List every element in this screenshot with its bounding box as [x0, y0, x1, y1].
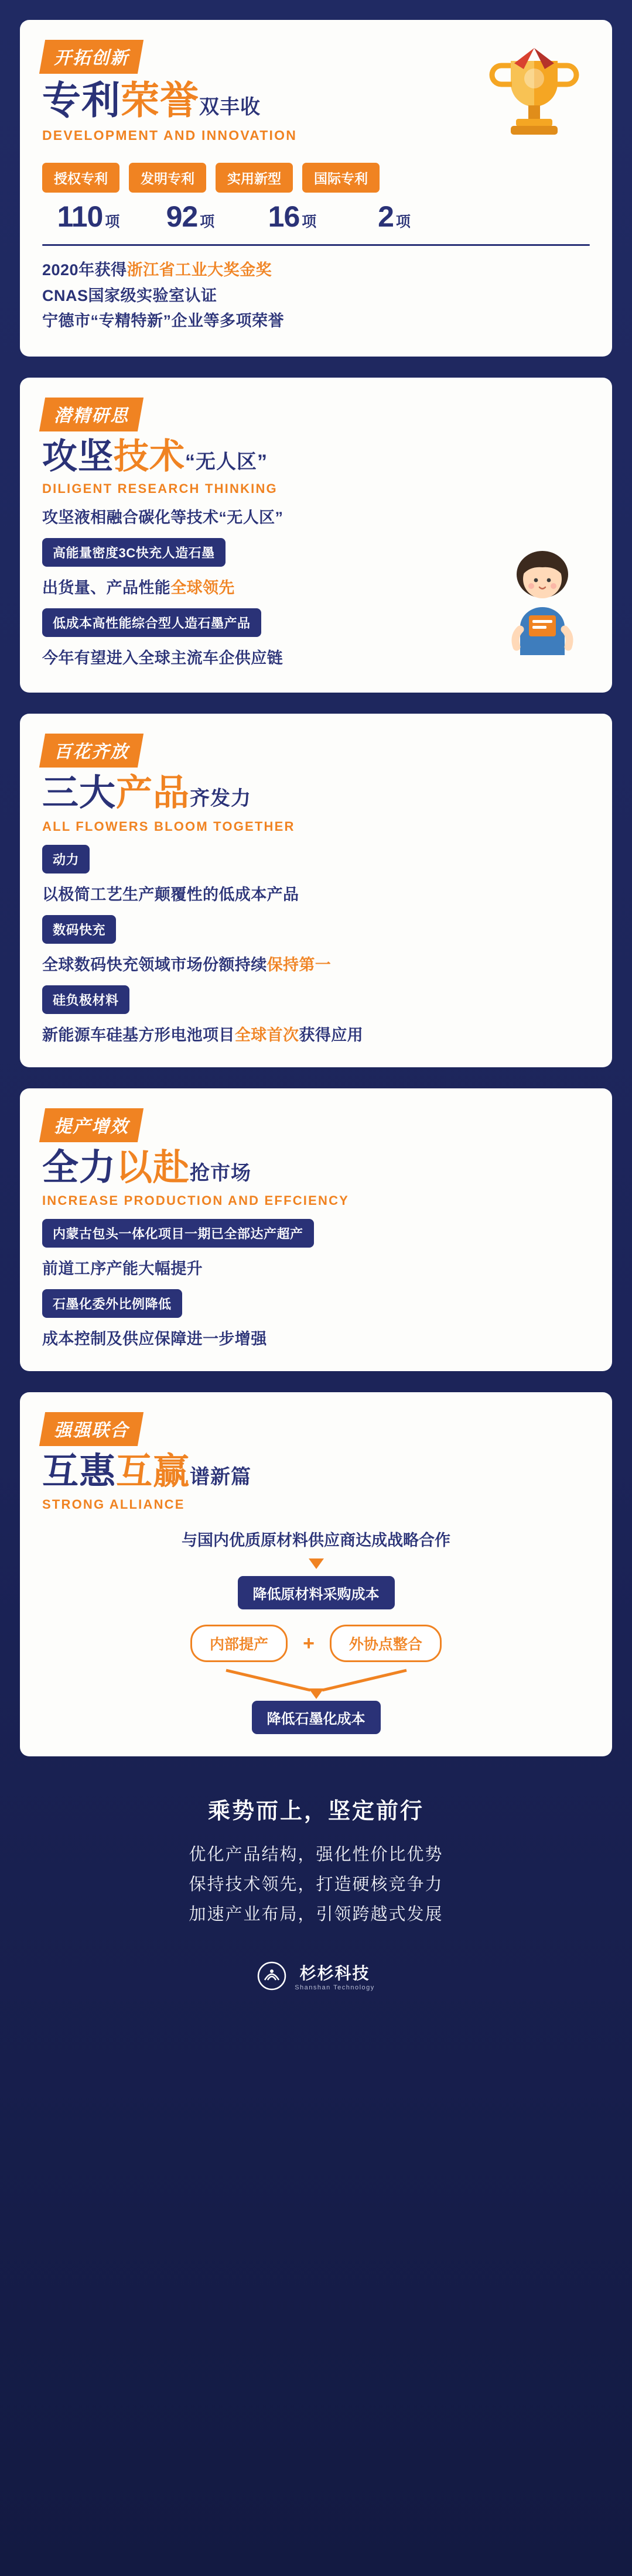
patent-value-1: 92 — [166, 200, 198, 233]
tech-line-2-highlight: 全球领先 — [170, 579, 235, 597]
footer-line-1: 保持技术领先，打造硬核竞争力 — [189, 1875, 443, 1894]
card5-ribbon-text: 强强联合 — [54, 1420, 129, 1440]
tech-line-2-pre: 出货量、产品性能 — [42, 579, 171, 597]
card1-heading-part2: 荣誉 — [121, 78, 199, 122]
card3-heading-part3: 齐发力 — [190, 787, 252, 810]
patent-label-row — [42, 163, 590, 193]
card-products — [20, 714, 612, 1067]
card2-ribbon-text: 潜精研思 — [54, 406, 129, 426]
patent-stat-0 — [42, 200, 135, 234]
alliance-node-internal: 内部提产 — [190, 1625, 288, 1662]
arrow-down-icon-1 — [309, 1558, 324, 1569]
product-line-2-pre: 新能源车硅基方形电池项目 — [42, 1026, 235, 1044]
honor-line-0-highlight: 浙江省工业大奖金奖 — [127, 261, 272, 279]
card5-ribbon — [39, 1412, 144, 1446]
card3-subtitle-en: ALL FLOWERS BLOOM TOGETHER — [42, 818, 295, 834]
card3-heading-part2: 产品 — [116, 773, 190, 814]
card3-heading — [42, 772, 590, 814]
product-line-0-text: 以极简工艺生产颠覆性的低成本产品 — [42, 885, 299, 903]
production-tag-1: 石墨化委外比例降低 — [42, 1289, 182, 1318]
product-line-2 — [42, 1022, 590, 1045]
patent-value-3: 2 — [378, 200, 394, 233]
plus-icon: + — [303, 1632, 315, 1654]
card1-ribbon-text: 开拓创新 — [54, 49, 129, 68]
patent-stat-2 — [246, 200, 339, 234]
footer-line-0: 优化产品结构，强化性价比优势 — [189, 1845, 443, 1865]
patent-stat-1 — [144, 200, 237, 234]
tech-line-0 — [42, 505, 590, 527]
card-technology — [20, 378, 612, 693]
honor-line-2 — [42, 309, 590, 334]
logo-row — [257, 1961, 375, 1991]
card1-title-left — [42, 40, 297, 143]
patent-value-0: 110 — [57, 200, 103, 233]
card4-heading-part1: 全力 — [42, 1147, 117, 1188]
honor-line-1 — [42, 283, 590, 309]
production-line-1 — [42, 1326, 590, 1349]
patent-pill-2: 实用新型 — [216, 163, 293, 193]
card4-heading — [42, 1147, 590, 1188]
card2-heading-part3: “无人区” — [185, 451, 268, 474]
card3-heading-part1: 三大 — [42, 773, 117, 814]
footer-section — [20, 1777, 612, 2019]
footer-line-2: 加速产业布局，引领跨越式发展 — [189, 1904, 443, 1924]
card-production — [20, 1088, 612, 1371]
product-line-1 — [42, 952, 590, 975]
tech-tag-3: 低成本高性能综合型人造石墨产品 — [42, 608, 261, 637]
patent-unit-0: 项 — [105, 214, 120, 230]
logo-name-en: Shanshan Technology — [295, 1984, 375, 1992]
card5-heading — [42, 1451, 590, 1492]
converging-arrows-icon — [217, 1667, 416, 1701]
product-line-0 — [42, 882, 590, 905]
card4-heading-part2: 以赴 — [116, 1147, 190, 1188]
card1-heading-part3: 双丰收 — [199, 96, 261, 118]
patent-unit-3: 项 — [395, 214, 411, 230]
card5-heading-part2: 互赢 — [116, 1451, 190, 1492]
card1-heading-part1: 专利 — [42, 78, 121, 122]
card1-title-row — [42, 40, 590, 148]
honor-line-0 — [42, 258, 590, 283]
card2-heading-part2: 技术 — [114, 437, 185, 477]
patent-pill-0: 授权专利 — [42, 163, 119, 193]
alliance-two-node-row — [42, 1625, 590, 1662]
alliance-statement: 与国内优质原材料供应商达成战略合作 — [182, 1532, 450, 1550]
patent-unit-1: 项 — [200, 214, 215, 230]
logo-name-cn: 杉杉科技 — [299, 1964, 370, 1983]
production-tag-0: 内蒙古包头一体化项目一期已全部达产超产 — [42, 1219, 314, 1248]
card4-ribbon-text: 提产增效 — [54, 1116, 129, 1136]
product-line-1-pre: 全球数码快充领域市场份额持续 — [42, 955, 267, 974]
card1-divider — [42, 244, 590, 246]
alliance-node-external: 外协点整合 — [330, 1625, 442, 1662]
card2-ribbon — [39, 398, 144, 431]
logo-text-block — [295, 1961, 375, 1991]
card-alliance — [20, 1392, 612, 1756]
card4-ribbon — [39, 1108, 144, 1142]
product-line-2-highlight: 全球首次 — [234, 1026, 299, 1044]
card2-heading-part1: 攻坚 — [42, 437, 114, 477]
tech-line-0-text: 攻坚液相融合碳化等技术“无人区” — [42, 509, 283, 527]
card3-ribbon-text: 百花齐放 — [54, 742, 129, 762]
tech-line-4 — [42, 645, 590, 668]
patent-number-row — [42, 200, 590, 234]
tech-tag-1: 高能量密度3C快充人造石墨 — [42, 538, 226, 567]
product-tag-power: 动力 — [42, 845, 90, 873]
card4-heading-part3: 抢市场 — [190, 1162, 252, 1184]
alliance-pill-material-cost: 降低原材料采购成本 — [238, 1576, 395, 1609]
footer-headline: 乘势而上，坚定前行 — [207, 1799, 424, 1824]
card1-subtitle-en: DEVELOPMENT AND INNOVATION — [42, 127, 298, 143]
card2-heading — [42, 436, 590, 477]
product-tag-silicon: 硅负极材料 — [42, 985, 129, 1014]
patent-stat-3 — [348, 200, 440, 234]
card2-subtitle-en: DILIGENT RESEARCH THINKING — [42, 481, 278, 496]
production-line-1-text: 成本控制及供应保障进一步增强 — [42, 1330, 267, 1348]
card1-heading — [42, 78, 297, 123]
product-line-1-highlight: 保持第一 — [267, 955, 332, 974]
honor-line-1-pre: CNAS国家级实验室认证 — [42, 286, 217, 304]
card2-content — [42, 398, 590, 668]
card4-subtitle-en: INCREASE PRODUCTION AND EFFCIENCY — [42, 1193, 350, 1208]
patent-unit-2: 项 — [302, 214, 317, 230]
patent-value-2: 16 — [268, 200, 300, 233]
honor-line-0-pre: 2020年获得 — [42, 261, 127, 279]
patent-pill-3: 国际专利 — [302, 163, 380, 193]
product-line-2-post: 获得应用 — [299, 1026, 364, 1044]
tech-line-2 — [42, 575, 590, 598]
tech-line-4-text: 今年有望进入全球主流车企供应链 — [42, 649, 283, 667]
production-line-0-text: 前道工序产能大幅提升 — [42, 1259, 203, 1277]
card3-ribbon — [39, 734, 144, 768]
card-patent-honor — [20, 20, 612, 357]
trophy-icon — [479, 36, 590, 148]
card5-heading-part1: 互惠 — [42, 1451, 117, 1492]
card5-heading-part3: 谱新篇 — [190, 1465, 252, 1488]
production-line-0 — [42, 1256, 590, 1279]
patent-pill-1: 发明专利 — [129, 163, 206, 193]
product-tag-digital: 数码快充 — [42, 915, 116, 944]
card1-ribbon — [39, 40, 144, 74]
brand-logo — [20, 1961, 612, 1991]
honor-line-2-pre: 宁德市“专精特新”企业等多项荣誉 — [42, 312, 284, 330]
alliance-pill-graphitization-cost: 降低石墨化成本 — [252, 1701, 381, 1734]
card5-subtitle-en: STRONG ALLIANCE — [42, 1497, 185, 1512]
shanshan-logo-icon — [257, 1961, 286, 1991]
